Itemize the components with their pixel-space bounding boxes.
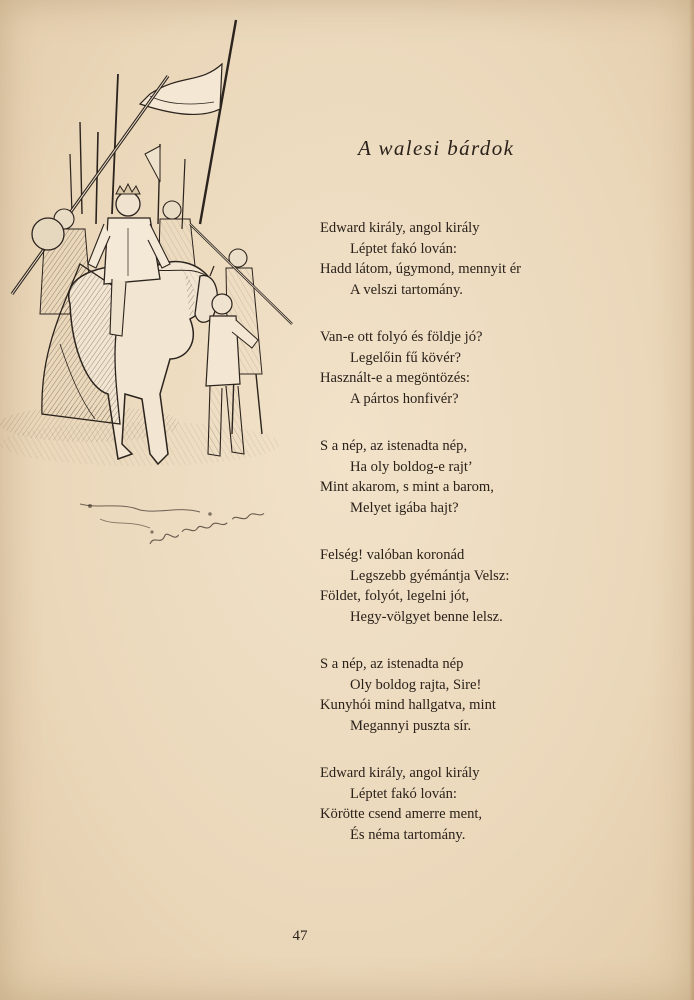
stanza	[320, 327, 610, 409]
poem-line: Használt-e a megöntözés:	[320, 370, 470, 386]
stanza	[320, 218, 610, 300]
stanza	[320, 763, 610, 845]
stanza	[320, 654, 610, 736]
poem-line: Melyet igába hajt?	[350, 499, 459, 516]
artist-signature	[149, 510, 265, 544]
poem-line: Hegy-völgyet benne lelsz.	[350, 608, 503, 625]
king-on-horseback-engraving-icon	[0, 14, 300, 574]
poem-line: S a nép, az istenadta nép	[320, 656, 464, 672]
poem-line: Hadd látom, úgymond, mennyit ér	[320, 261, 522, 277]
poem-line: Ha oly boldog-e rajt’	[350, 458, 473, 475]
poem-title: A walesi bárdok	[358, 136, 515, 160]
poem-line: Körötte csend amerre ment,	[320, 806, 483, 822]
poem-line: Földet, folyót, legelni jót,	[320, 588, 470, 604]
poem-line: S a nép, az istenadta nép,	[320, 438, 468, 454]
poem-line: És néma tartomány.	[350, 826, 466, 843]
poem-line: Felség! valóban koronád	[320, 547, 465, 563]
page-edge	[689, 0, 694, 1000]
poem-line: Mint akarom, s mint a barom,	[320, 479, 494, 495]
poem-line: Legelőin fű kövér?	[350, 349, 462, 366]
poem-line: Léptet fakó lován:	[350, 240, 457, 257]
poem-line: A pártos honfivér?	[350, 390, 459, 407]
poem-line: Van-e ott folyó és földje jó?	[320, 329, 483, 345]
poem-line: Kunyhói mind hallgatva, mint	[320, 697, 496, 713]
poem-line: Legszebb gyémántja Velsz:	[350, 567, 510, 584]
poem-line: Edward király, angol király	[320, 220, 480, 236]
poem-line: Léptet fakó lován:	[350, 785, 457, 802]
poem-body	[320, 218, 610, 872]
stanza	[320, 436, 610, 518]
poem-line: A velszi tartomány.	[350, 281, 463, 298]
page-number: 47	[292, 928, 308, 944]
stanza	[320, 545, 610, 627]
poem-line: Edward király, angol király	[320, 765, 480, 781]
poem-line: Megannyi puszta sír.	[350, 717, 472, 734]
poem-line: Oly boldog rajta, Sire!	[350, 676, 482, 693]
